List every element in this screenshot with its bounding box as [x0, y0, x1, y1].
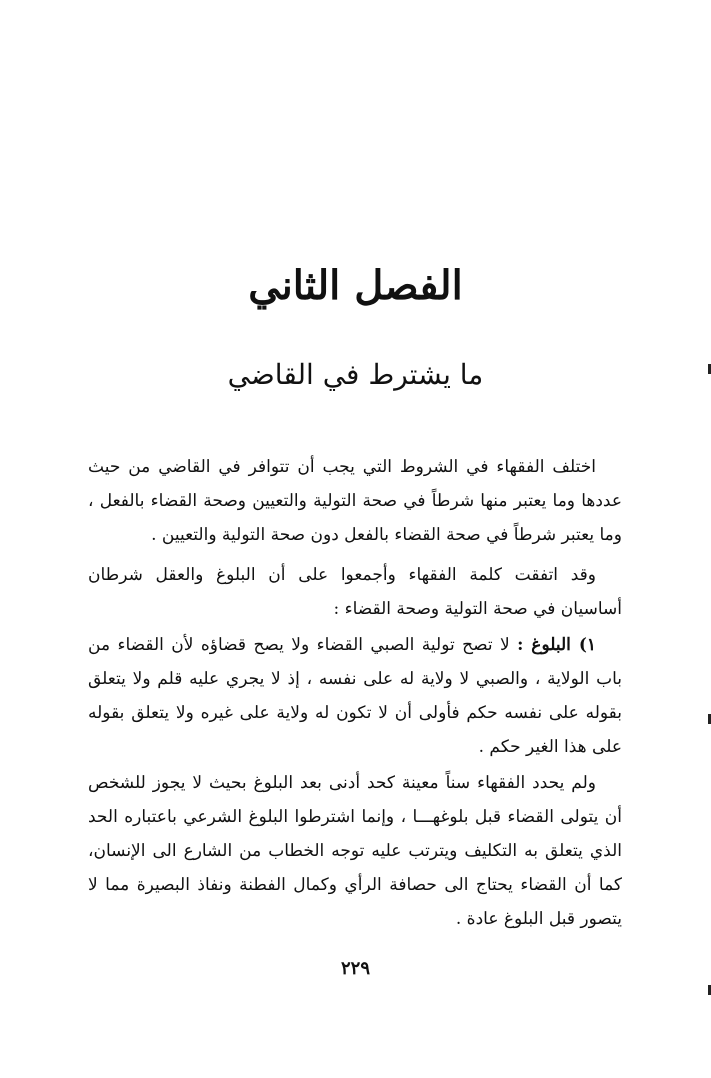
paragraph-age: ولم يحدد الفقهاء سناً معينة كحد أدنى بعد البلوغ بحيث لا يجوز للشخص أن يتولى القضاء قبل بلوغهـــا ، وإنما اشترطوا البلوغ الشرعي باعتباره الحد الذي يتعلق به التكليف ويترتب عليه توجه الخطاب من الشارع الى الإنسان، كما أن القضاء يحتاج الى حصافة الرأي وكمال الفطنة ونفاذ البصيرة مما لا يتصور قبل البلوغ عادة . — [88, 773, 622, 929]
paragraph-puberty — [88, 628, 622, 764]
chapter-subtitle: ما يشترط في القاضي — [227, 358, 484, 391]
chapter-title: الفصل الثاني — [248, 262, 463, 309]
paragraph-agreement: وقد اتفقت كلمة الفقهاء وأجمعوا على أن البلوغ والعقل شرطان أساسيان في صحة التولية وصحة القضاء : — [88, 565, 622, 619]
puberty-heading: ١) البلوغ : — [517, 635, 596, 655]
puberty-text: لا تصح تولية الصبي القضاء ولا يصح قضاؤه لأن القضاء من باب الولاية ، والصبي لا ولاية له على نفسه ، إذ لا يجري عليه قلم ولا يتعلق بقوله على نفسه حكم فأولى أن لا تكون له ولاية على غيره ولا يتعلق بقوله على هذا الغير حكم . — [88, 635, 622, 757]
page-number: ٢٢٩ — [340, 958, 370, 979]
paragraph-intro: اختلف الفقهاء في الشروط التي يجب أن تتوافر في القاضي من حيث عددها وما يعتبر منها شرطاً في صحة التولية والتعيين وصحة القضاء بالفعل ، وما يعتبر شرطاً في صحة القضاء بالفعل دون صحة التولية والتعيين . — [88, 457, 622, 545]
